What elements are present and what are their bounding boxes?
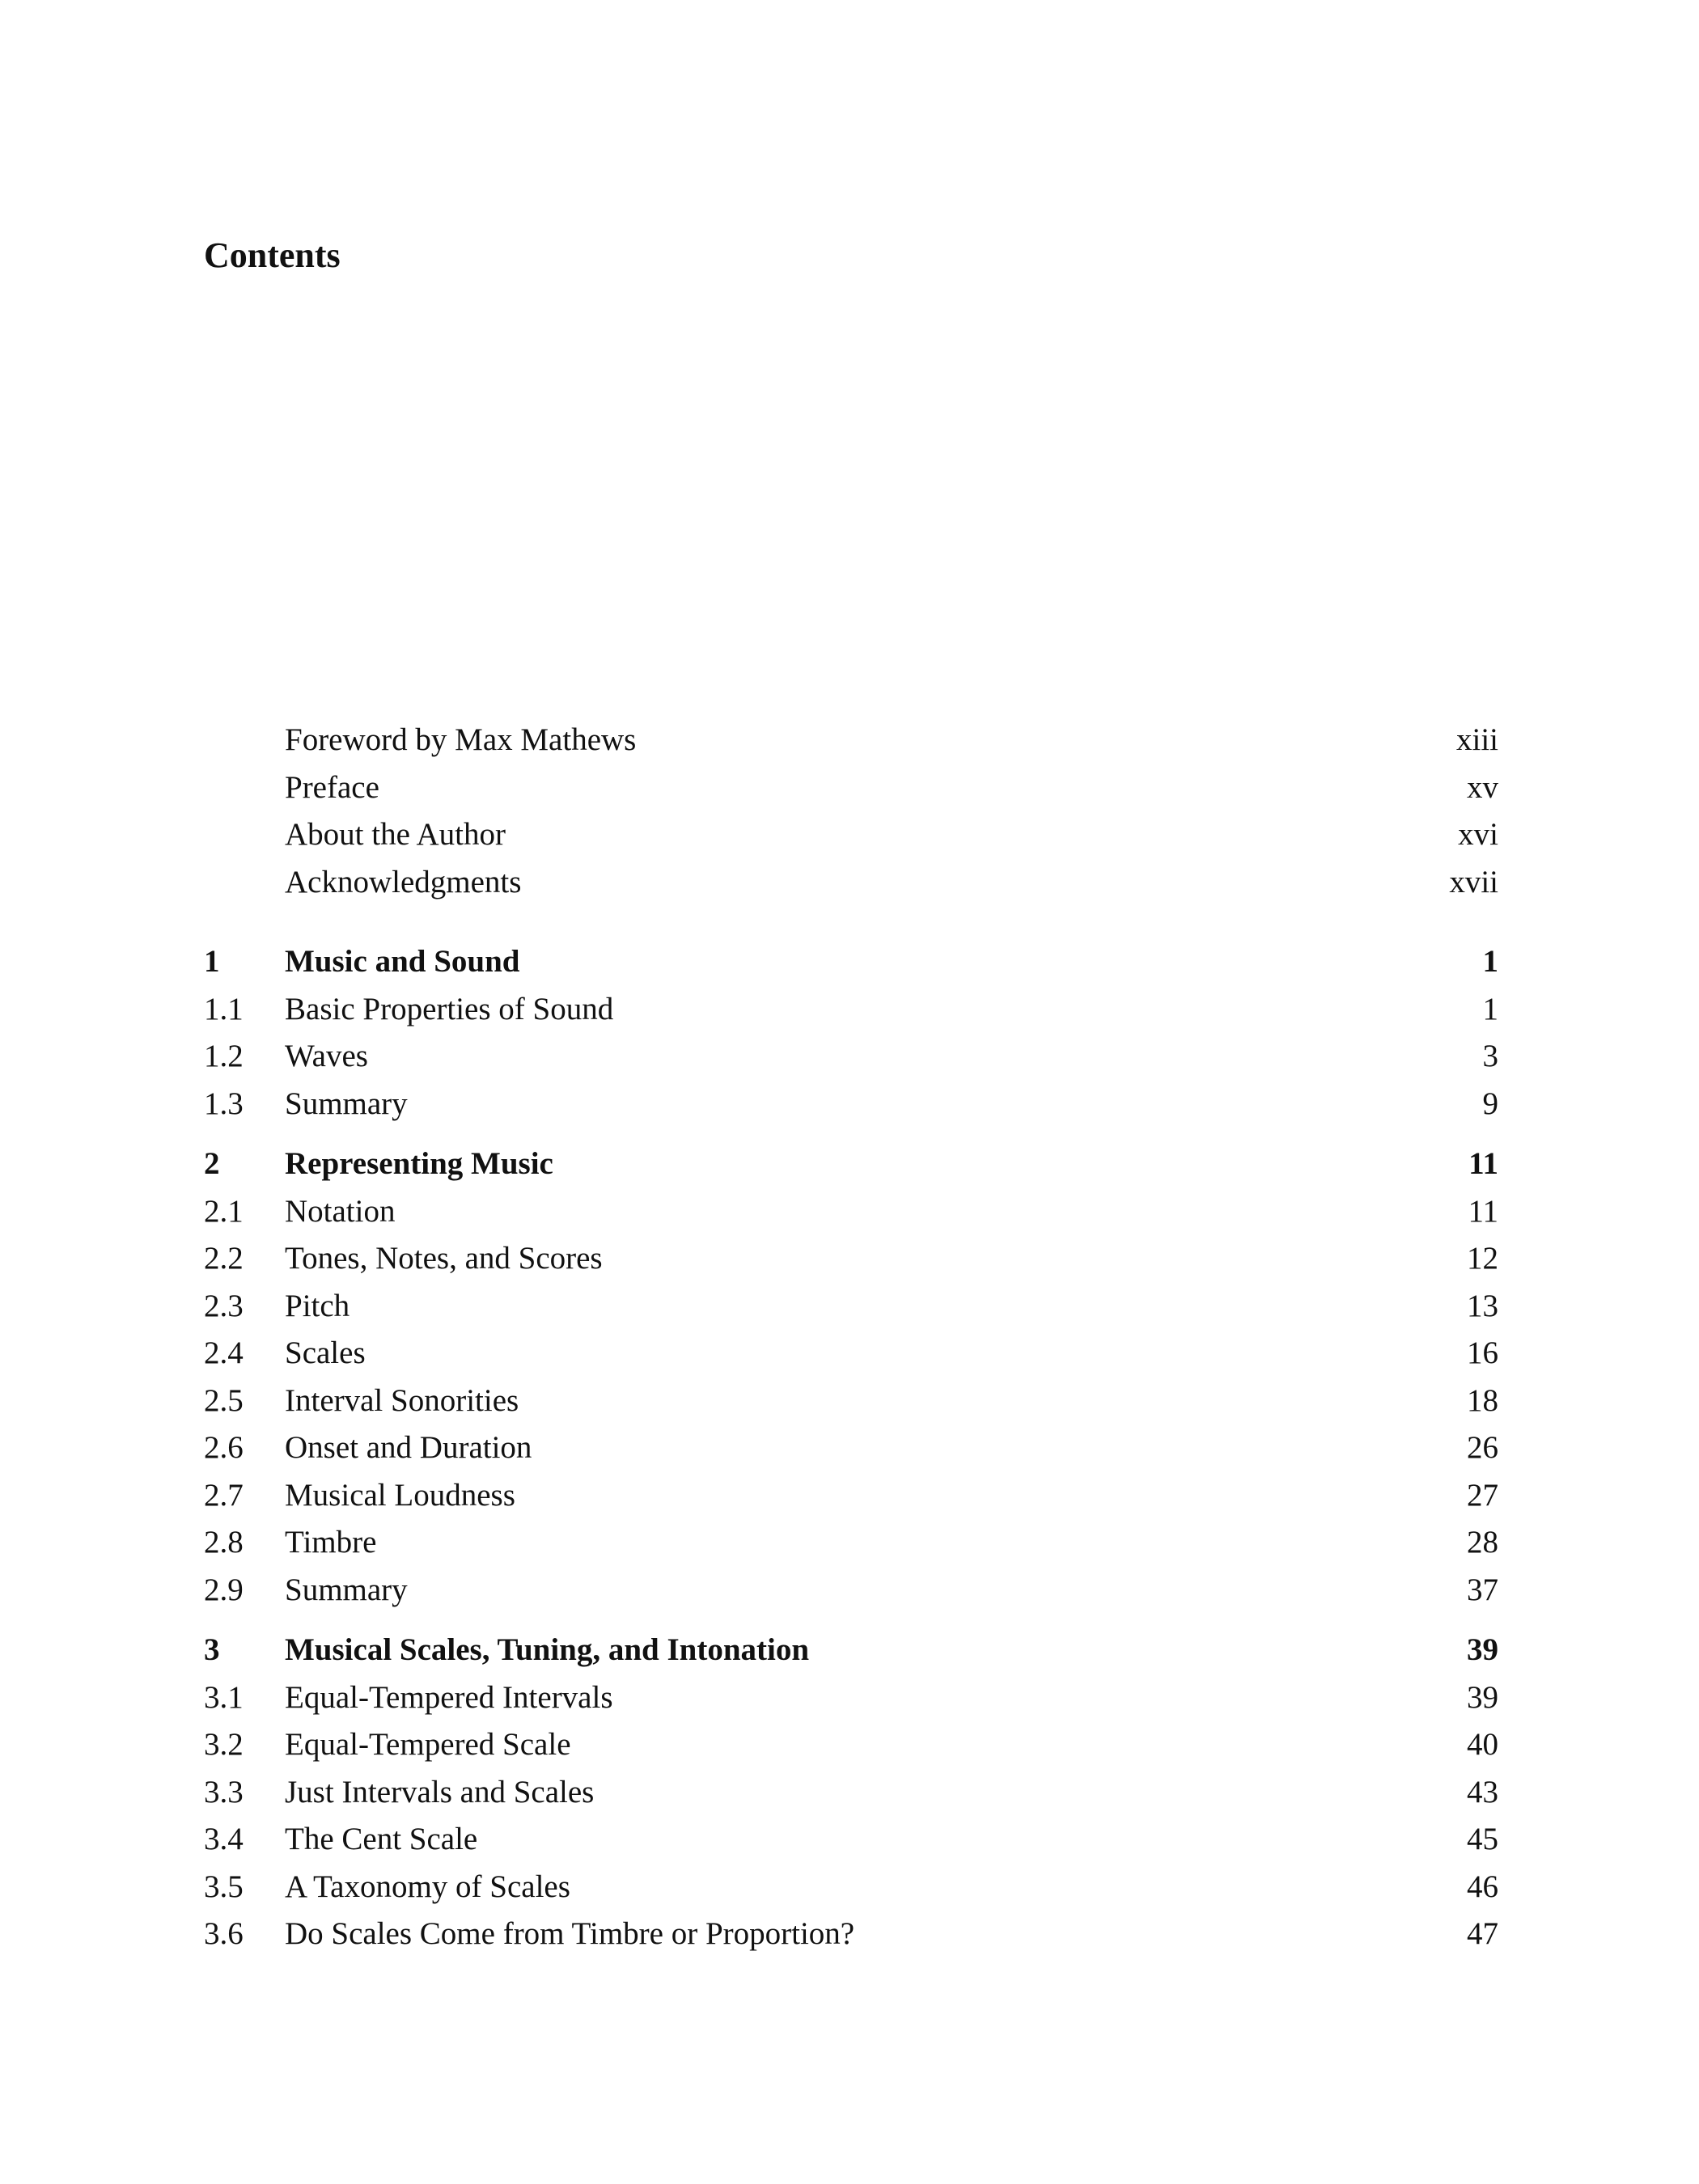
section-title: A Taxonomy of Scales bbox=[285, 1869, 570, 1904]
toc-entry-title: Foreword by Max Mathews bbox=[285, 722, 637, 757]
section-page: 16 bbox=[1467, 1335, 1498, 1370]
section-title: Timbre bbox=[285, 1525, 377, 1560]
toc-entry-title: Preface bbox=[285, 769, 379, 805]
chapter-title: Musical Scales, Tuning, and Intonation bbox=[285, 1632, 810, 1667]
toc-section-2-4[interactable] bbox=[204, 1330, 1498, 1378]
section-number: 3.5 bbox=[204, 1869, 244, 1904]
spacer bbox=[204, 906, 1498, 938]
chapter-number: 2 bbox=[204, 1146, 220, 1181]
chapter-number: 3 bbox=[204, 1632, 220, 1667]
section-number: 3.6 bbox=[204, 1916, 244, 1951]
toc-section-2-2[interactable] bbox=[204, 1235, 1498, 1283]
toc-section-2-3[interactable] bbox=[204, 1283, 1498, 1331]
section-title: Just Intervals and Scales bbox=[285, 1774, 595, 1809]
toc-entry-title: About the Author bbox=[285, 817, 506, 852]
toc-section-3-3[interactable] bbox=[204, 1769, 1498, 1817]
toc-entry-page: xvi bbox=[1458, 817, 1498, 852]
section-page: 46 bbox=[1467, 1869, 1498, 1904]
toc-section-3-5[interactable] bbox=[204, 1864, 1498, 1911]
table-of-contents bbox=[204, 717, 1498, 1958]
section-title: Equal-Tempered Scale bbox=[285, 1727, 571, 1762]
section-page: 1 bbox=[1482, 991, 1498, 1026]
chapter-page: 1 bbox=[1482, 944, 1498, 979]
section-page: 39 bbox=[1467, 1679, 1498, 1715]
spacer bbox=[204, 1128, 1498, 1141]
page-title: Contents bbox=[204, 235, 341, 275]
toc-section-1-2[interactable] bbox=[204, 1033, 1498, 1081]
chapter-number: 1 bbox=[204, 944, 220, 979]
section-page: 11 bbox=[1468, 1193, 1498, 1229]
toc-section-3-2[interactable] bbox=[204, 1721, 1498, 1769]
section-title: The Cent Scale bbox=[285, 1822, 478, 1856]
section-number: 2.1 bbox=[204, 1193, 244, 1229]
section-page: 40 bbox=[1467, 1727, 1498, 1762]
section-page: 12 bbox=[1467, 1241, 1498, 1276]
section-title: Tones, Notes, and Scores bbox=[285, 1241, 603, 1276]
toc-section-3-4[interactable] bbox=[204, 1816, 1498, 1864]
section-page: 18 bbox=[1467, 1382, 1498, 1418]
section-page: 43 bbox=[1467, 1774, 1498, 1809]
section-number: 3.1 bbox=[204, 1679, 244, 1715]
section-number: 3.4 bbox=[204, 1822, 244, 1856]
section-title: Notation bbox=[285, 1193, 396, 1229]
toc-entry-page: xiii bbox=[1455, 722, 1498, 757]
section-number: 2.4 bbox=[204, 1335, 244, 1370]
toc-chapter-1[interactable] bbox=[204, 938, 1498, 986]
section-page: 47 bbox=[1467, 1916, 1498, 1951]
toc-entry-acknowledgments[interactable] bbox=[204, 859, 1498, 907]
toc-section-2-9[interactable] bbox=[204, 1567, 1498, 1615]
section-page: 28 bbox=[1467, 1525, 1498, 1560]
section-page: 45 bbox=[1467, 1822, 1498, 1856]
toc-section-2-1[interactable] bbox=[204, 1188, 1498, 1236]
section-number: 1.3 bbox=[204, 1086, 244, 1121]
section-title: Summary bbox=[285, 1572, 408, 1607]
section-title: Waves bbox=[285, 1039, 368, 1073]
section-number: 2.2 bbox=[204, 1241, 244, 1276]
section-number: 3.2 bbox=[204, 1727, 244, 1762]
toc-section-3-6[interactable] bbox=[204, 1911, 1498, 1958]
spacer bbox=[204, 1614, 1498, 1627]
section-page: 27 bbox=[1467, 1477, 1498, 1513]
section-number: 2.6 bbox=[204, 1430, 244, 1465]
section-title: Summary bbox=[285, 1086, 408, 1121]
section-number: 2.8 bbox=[204, 1525, 244, 1560]
section-title: Scales bbox=[285, 1335, 366, 1370]
section-page: 26 bbox=[1467, 1430, 1498, 1465]
chapter-page: 11 bbox=[1468, 1146, 1498, 1181]
toc-chapter-3[interactable] bbox=[204, 1627, 1498, 1674]
section-title: Basic Properties of Sound bbox=[285, 991, 614, 1026]
section-page: 9 bbox=[1482, 1086, 1498, 1121]
section-number: 2.3 bbox=[204, 1288, 244, 1323]
section-page: 37 bbox=[1467, 1572, 1498, 1607]
toc-entry-foreword[interactable] bbox=[204, 717, 1498, 764]
toc-entry-page: xvii bbox=[1449, 864, 1498, 899]
toc-section-2-6[interactable] bbox=[204, 1424, 1498, 1472]
section-title: Interval Sonorities bbox=[285, 1382, 519, 1418]
toc-section-2-5[interactable] bbox=[204, 1378, 1498, 1425]
section-number: 3.3 bbox=[204, 1774, 244, 1809]
section-number: 1.2 bbox=[204, 1039, 244, 1073]
section-title: Do Scales Come from Timbre or Proportion? bbox=[285, 1916, 855, 1951]
toc-chapter-2[interactable] bbox=[204, 1141, 1498, 1188]
toc-section-2-8[interactable] bbox=[204, 1519, 1498, 1567]
section-title: Onset and Duration bbox=[285, 1430, 532, 1465]
toc-entry-page: xv bbox=[1467, 769, 1498, 805]
section-number: 2.5 bbox=[204, 1382, 244, 1418]
section-number: 2.7 bbox=[204, 1477, 244, 1513]
toc-section-3-1[interactable] bbox=[204, 1674, 1498, 1722]
section-page: 13 bbox=[1467, 1288, 1498, 1323]
section-number: 2.9 bbox=[204, 1572, 244, 1607]
chapter-title: Music and Sound bbox=[285, 944, 520, 979]
toc-entry-title: Acknowledgments bbox=[285, 864, 522, 899]
section-number: 1.1 bbox=[204, 991, 244, 1026]
toc-section-1-3[interactable] bbox=[204, 1081, 1498, 1128]
toc-entry-about-the-author[interactable] bbox=[204, 811, 1498, 859]
section-title: Equal-Tempered Intervals bbox=[285, 1679, 613, 1715]
chapter-title: Representing Music bbox=[285, 1146, 553, 1181]
section-page: 3 bbox=[1482, 1039, 1498, 1073]
toc-section-2-7[interactable] bbox=[204, 1472, 1498, 1520]
chapter-page: 39 bbox=[1467, 1632, 1498, 1667]
toc-section-1-1[interactable] bbox=[204, 986, 1498, 1034]
section-title: Pitch bbox=[285, 1288, 350, 1323]
section-title: Musical Loudness bbox=[285, 1477, 515, 1513]
toc-entry-preface[interactable] bbox=[204, 764, 1498, 812]
